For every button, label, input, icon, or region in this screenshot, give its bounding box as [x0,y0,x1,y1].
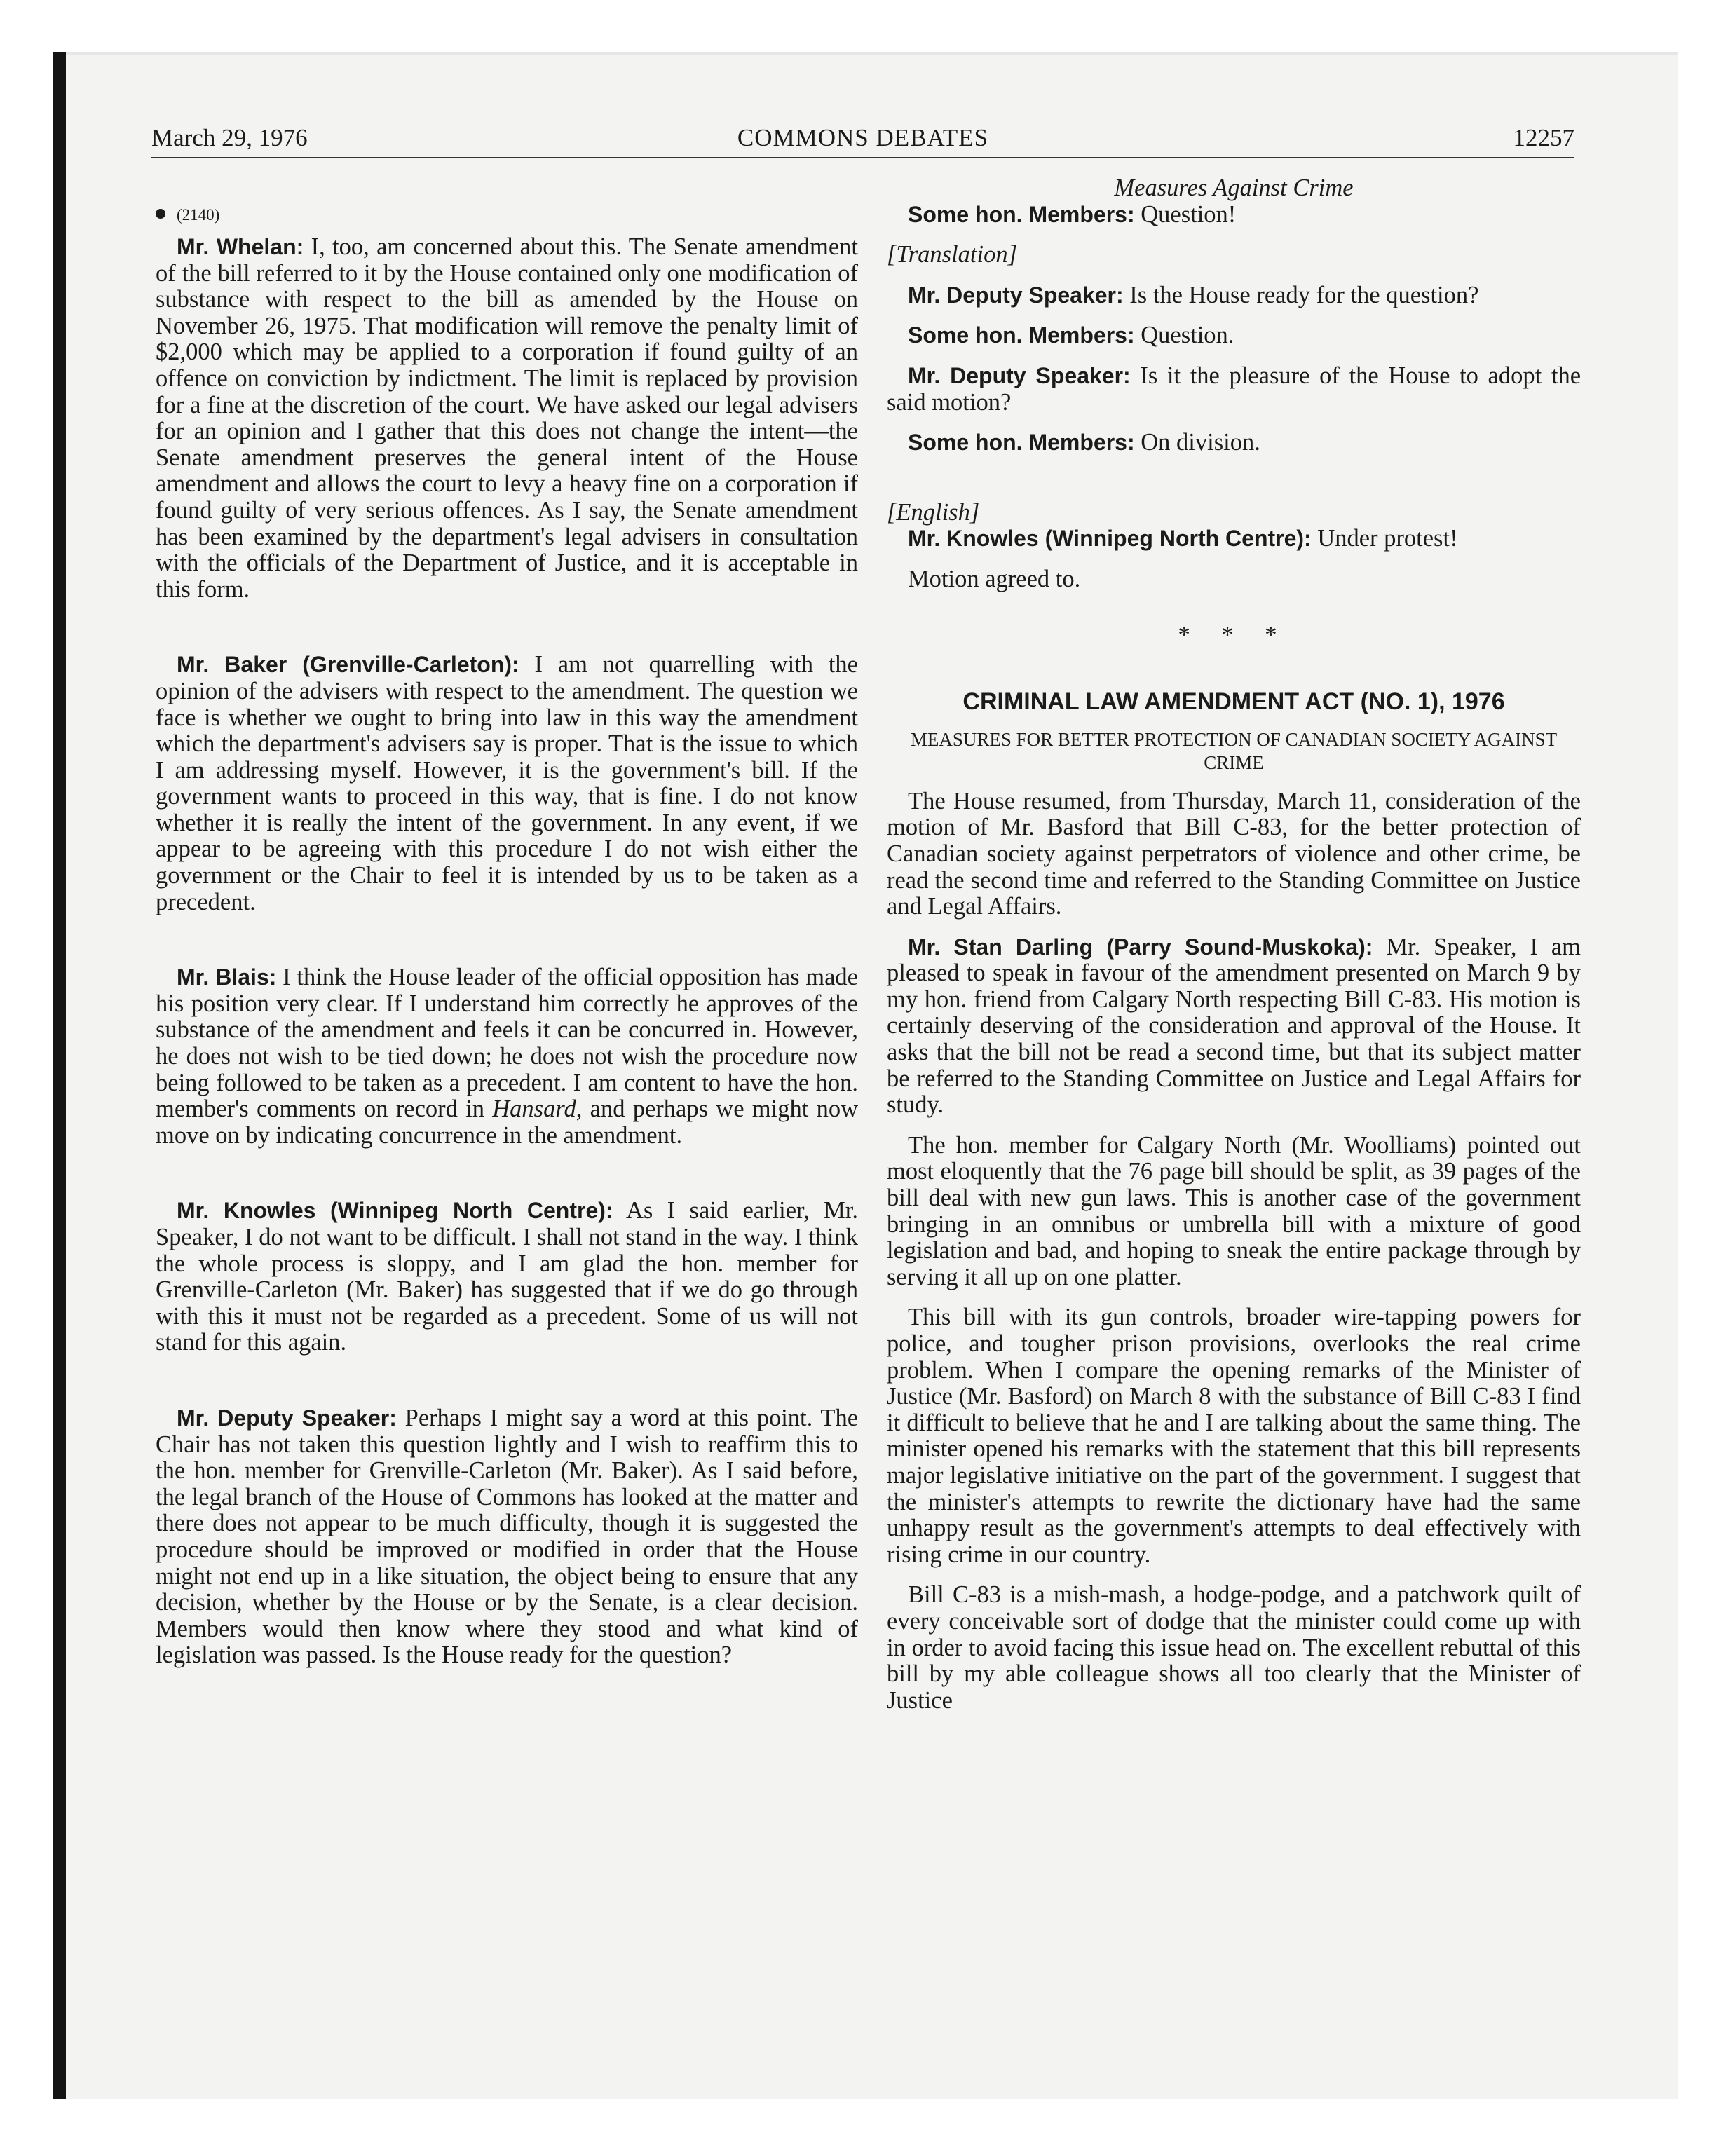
speech-text: Question! [1134,200,1237,228]
speech-text: As I said earlier, Mr. Speaker, I do not want to be difficult. I shall not stand in the way. I think the whole process is sloppy, and I am glad the hon. member for Grenville-Carleton (Mr. Baker) has suggested that if we do go through with this it must not be regarded as a precedent. Some of us will not stand for this again. [156,1197,859,1356]
speech-members-division [887,430,1581,456]
speech-text: I, too, am concerned about this. The Senate amendment of the bill referred to it by the House contained only one modification of substance with respect to the bill as amended by the House on November 26, 1975. That modification will remove the penalty limit of $2,000 which may be applied to a corporation if found guilty of an offence on conviction by indictment. The limit is replaced by provision for a fine at the discretion of the court. We have asked our legal advisers for an opinion and I gather that this does not change the intent—the Senate amendment preserves the general intent of the House amendment and allows the court to levy a heavy fine on a corporation if found guilty of very serious offences. As I say, the Senate amendment has been examined by the department's legal advisers in consultation with the officials of the Department of Justice, and it is acceptable in this form. [156,233,859,603]
speech-deputy-pleasure [887,363,1581,416]
english-tag: [English] [887,498,980,526]
running-head: Measures Against Crime [1114,175,1354,201]
speech-text: On division. [1134,429,1260,456]
speaker-name: Mr. Blais: [177,964,277,990]
speech-members-question2 [887,322,1581,349]
time-marker [156,203,858,227]
speaker-name: Some hon. Members: [908,430,1135,456]
paragraph-mish-mash: Bill C-83 is a mish-mash, a hodge-podge, and a patchwork quilt of every conceivable sort of dodge that the minister could come up with in order to avoid facing this issue head on. The excellent rebuttal of this bill by my able colleague shows all too clearly that the Minister of Justice [887,1581,1581,1714]
speaker-name: Mr. Whelan: [177,234,304,259]
speech-members-question [887,202,1581,228]
speaker-name: Mr. Baker (Grenville-Carleton): [177,652,519,678]
header-publication: COMMONS DEBATES [737,124,989,151]
speech-text: Is it the pleasure of the House to adopt the said motion? [887,362,1581,416]
speaker-name: Some hon. Members: [908,322,1135,348]
left-column [156,175,858,1669]
motion-agreed: Motion agreed to. [908,565,1081,592]
speaker-name: Mr. Stan Darling (Parry Sound-Muskoka): [908,934,1373,960]
speaker-name: Mr. Knowles (Winnipeg North Centre): [177,1198,613,1224]
speech-text: I think the House leader of the official opposition has made his position very clear. If I understand him correctly he approves of the substance of the amendment and feels it can be concurred in. However, he does not wish to be tied down; he does not wish the procedure now being followed to be taken as a precedent. I am content to have the hon. member's comments on record in [156,964,858,1123]
speech-baker [156,652,858,915]
speech-text: Mr. Speaker, I am pleased to speak in favour of the amendment presented on March 9 by my hon. friend from Calgary North respecting Bill C-83. His motion is certainly deserving of the consideration and approval of the House. It asks that the bill not be read a second time, but that its subject matter be referred to the Standing Committee on Justice and Legal Affairs for study. [887,933,1581,1119]
scan-edge [53,52,66,2099]
speech-blais [156,964,858,1149]
speech-knowles [156,1198,858,1356]
paragraph-gun-controls: This bill with its gun controls, broader wire-tapping powers for police, and tougher prison provisions, overlooks the real crime problem. When I compare the opening remarks of the Minister of Justice (Mr. Basford) on March 8 with the substance of Bill C-83 I find it difficult to believe that he and I are talking about the same thing. The minister opened his remarks with the statement that this bill represents major legislative initiative on the part of the government. I suggest that the minister's attempts to rewrite the dictionary have had the same unhappy result as the government's attempts to deal effectively with rising crime in our country. [887,1304,1581,1568]
speech-text: I am not quarrelling with the opinion of the advisers with respect to the amendment. The question we face is whether we ought to bring into law in this way the amendment which the department's advisers say is proper. That is the issue to which I am addressing myself. However, it is the government's bill. If the government wants to proceed in this way, that is fine. I do not know whether it is really the intent of the government. In any event, if we appear to be agreeing with this procedure I do not wish either the government or the Chair to feel it is intended by us to be taken as a precedent. [156,651,858,915]
speaker-name: Mr. Deputy Speaker: [908,362,1131,388]
paragraph-woolliams: The hon. member for Calgary North (Mr. Woolliams) pointed out most eloquently that the 76 page bill should be split, as 39 pages of the bill deal with new gun laws. This is another case of the government bringing in an omnibus or umbrella bill with a mixture of good legislation and bad, and hoping to sneak the entire package through by serving it all up on one platter. [887,1131,1581,1290]
speech-deputy-speaker [156,1405,858,1669]
translation-tag: [Translation] [887,241,1017,268]
section-subtitle: MEASURES FOR BETTER PROTECTION OF CANADIAN SOCIETY AGAINST CRIME [910,728,1558,773]
speech-whelan [156,234,858,603]
speaker-name: Mr. Deputy Speaker: [177,1405,397,1431]
speaker-name: Mr. Knowles (Winnipeg North Centre): [908,526,1312,552]
speech-text: Perhaps I might say a word at this point. The Chair has not taken this question lightly and I wish to reaffirm this to the hon. member for Grenville-Carleton (Mr. Baker). As I said before, the legal branch of the House of Commons has looked at the matter and there does not appear to be much difficulty, though it is suggested the procedure should be improved or modified in order that the House might not end up in a like situation, the object being to ensure that any decision, whether by the House or by the Senate, is a clear decision. Members would then know where they stood and what kind of legislation was passed. Is the House ready for the question? [156,1404,859,1669]
section-title: CRIMINAL LAW AMENDMENT ACT (NO. 1), 1976 [962,688,1505,716]
speech-deputy-ready [887,282,1581,309]
header-date: March 29, 1976 [151,124,308,151]
speaker-name: Some hon. Members: [908,201,1135,227]
bullet-icon [156,209,165,219]
speech-knowles-protest [887,526,1581,552]
page-header [151,121,1574,158]
speech-text: , and perhaps we might now move on by indicating concurrence in the amendment. [156,1096,858,1149]
time-marker-text: (2140) [177,206,220,224]
hansard-italic: Hansard [492,1096,576,1123]
resumption-paragraph: The House resumed, from Thursday, March 11, consideration of the motion of Mr. Basford that Bill C-83, for the better protection of Canadian society against perpetrators of violence and other crime, be read the second time and referred to the Standing Committee on Justice and Legal Affairs. [887,787,1581,920]
speech-darling [887,934,1581,1119]
speech-text: Is the House ready for the question? [1123,281,1479,308]
header-page-number: 12257 [1513,124,1574,151]
section-separator: * * * [1178,621,1290,648]
speech-text: Question. [1134,322,1234,349]
right-column [887,175,1581,1714]
speaker-name: Mr. Deputy Speaker: [908,282,1124,308]
speech-text: Under protest! [1311,525,1458,552]
